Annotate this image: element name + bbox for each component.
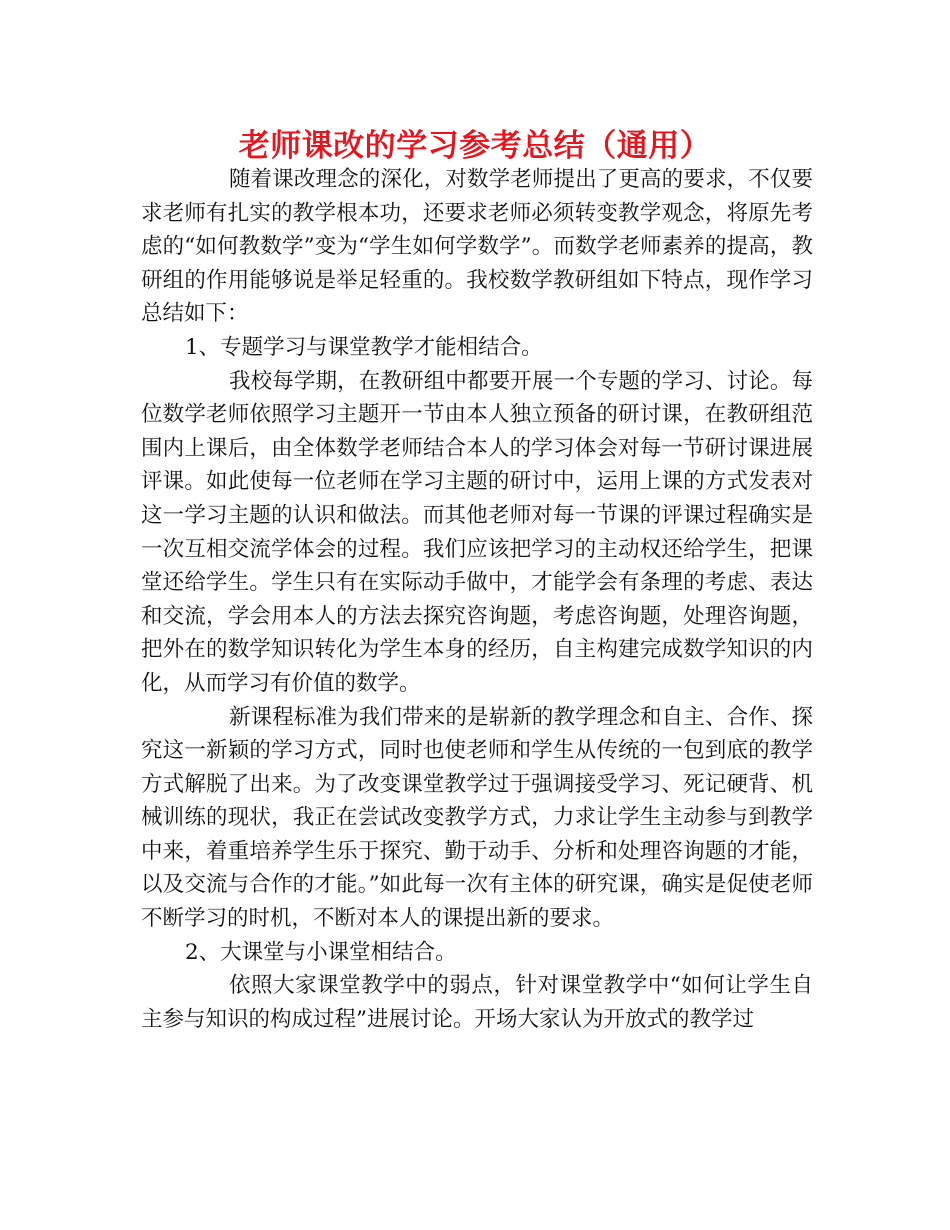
paragraph-new-curriculum: 新课程标准为我们带来的是崭新的教学理念和自主、合作、探究这一新颖的学习方式，同时也使老师和学生从传统的一包到底的教学方式解脱了出来。为了改变课堂教学过于强调接受学习、死记硬背、机械训练的现状，我正在尝试改变教学方式，力求让学生主动参与到教学中来，着重培养学生乐于探究、勤于动手、分析和处理咨询题的才能，以及交流与合作的才能。”如此每一次有主体的研究课，确实是促使老师不断学习的时机，不断对本人的课提出新的要求。: [141, 704, 813, 932]
paragraph-intro: 随着课改理念的深化，对数学老师提出了更高的要求，不仅要求老师有扎实的教学根本功，还要求老师必须转变教学观念，将原先考虑的“如何教数学”变为“学生如何学数学”。而数学老师素养的提高，教研组的作用能够说是举足轻重的。我校数学教研组如下特点，现作学习总结如下：: [141, 167, 813, 327]
document-title: 老师课改的学习参考总结（通用）: [238, 128, 712, 164]
paragraph-section-1: 我校每学期，在教研组中都要开展一个专题的学习、讨论。每位数学老师依照学习主题开一节由本人独立预备的研讨课，在教研组范围内上课后，由全体数学老师结合本人的学习体会对每一节研讨课进展评课。如此使每一位老师在学习主题的研讨中，运用上课的方式发表对这一学习主题的认识和做法。而其他老师对每一节课的评课过程确实是一次互相交流学体会的过程。我们应该把学习的主动权还给学生，把课堂还给学生。学生只有在实际动手做中，才能学会有条理的考虑、表达和交流，学会用本人的方法去探究咨询题，考虑咨询题，处理咨询题，把外在的数学知识转化为学生本身的经历，自主构建完成数学知识的内化，从而学习有价值的数学。: [141, 368, 813, 696]
section-heading-1: 1、专题学习与课堂教学才能相结合。: [185, 334, 543, 360]
document-body: [141, 163, 813, 1036]
section-heading-2: 2、大课堂与小课堂相结合。: [185, 939, 457, 965]
paragraph-section-2: 依照大家课堂教学中的弱点，针对课堂教学中“如何让学生自主参与知识的构成过程”进展讨论。开场大家认为开放式的教学过: [141, 973, 813, 1032]
